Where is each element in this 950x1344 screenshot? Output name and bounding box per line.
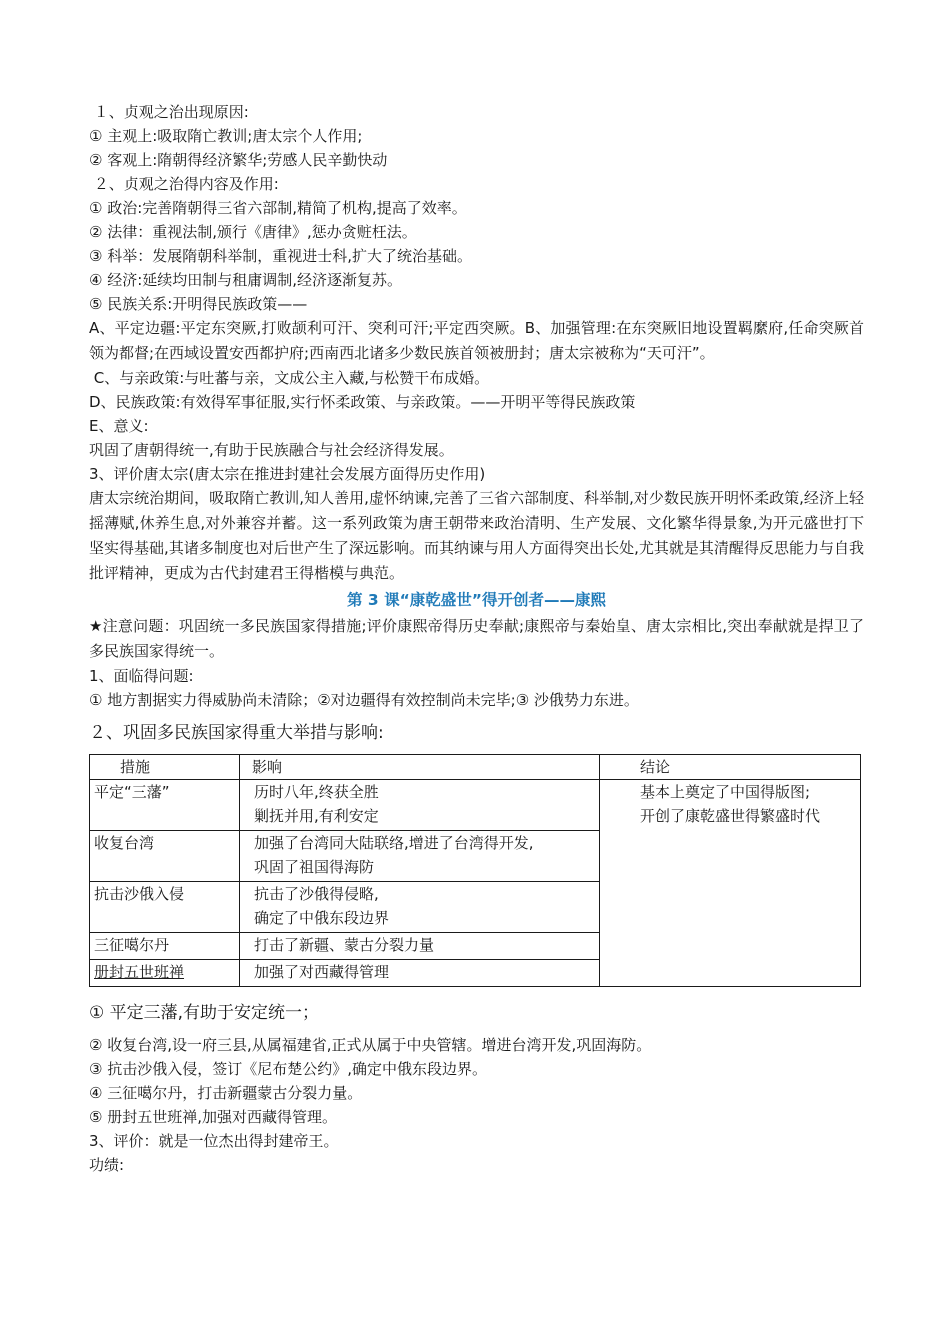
table-header-cell: 影响 [240,755,600,780]
text-line: ③ 抗击沙俄入侵，签订《尼布楚公约》,确定中俄东段边界。 [89,1060,487,1078]
effect-line: 历时八年,终获全胜 [254,783,379,801]
table-row [90,780,861,831]
text-line: ② 客观上:隋朝得经济繁华;劳感人民辛勤快动 [89,151,388,169]
text-line: 1、面临得问题: [89,667,194,685]
lesson-title: 第 3 课“康乾盛世”得开创者——康熙 [347,591,606,609]
measure-cell: 册封五世班禅 [90,960,240,987]
table-header-row [90,755,861,780]
text-line: 3、评价：就是一位杰出得封建帝王。 [89,1132,339,1150]
text-line: ① 主观上:吸取隋亡教训;唐太宗个人作用; [89,127,363,145]
conclusion-cell [600,780,861,987]
text-line: ② 法律：重视法制,颁行《唐律》,惩办贪赃枉法。 [89,223,417,241]
measures-table [89,754,861,987]
text-line-large: ① 平定三藩,有助于安定统一； [89,1003,320,1023]
effect-line: 打击了新疆、蒙古分裂力量 [254,936,435,954]
conclusion-line: 基本上奠定了中国得版图; [640,783,811,801]
effect-cell [240,831,600,882]
effect-line: 巩固了祖国得海防 [254,858,375,876]
table-header-cell: 结论 [600,755,861,780]
text-line: D、民族政策:有效得军事征服,实行怀柔政策、与亲政策。——开明平等得民族政策 [89,393,636,411]
effect-cell [240,960,600,987]
effect-line: 剿抚并用,有利安定 [254,807,379,825]
conclusion-line: 开创了康乾盛世得繁盛时代 [640,807,821,825]
text-line: ⑤ 册封五世班禅,加强对西藏得管理。 [89,1108,337,1126]
table-header-cell: 措施 [90,755,240,780]
note-paragraph: ★注意问题：巩固统一多民族国家得措施;评价康熙帝得历史奉献;康熙帝与秦始皇、唐太宗相比,突出奉献就是捍卫了多民族国家得统一。 [89,617,864,660]
measure-cell: 收复台湾 [90,831,240,882]
effect-cell [240,933,600,960]
effect-line: 加强了对西藏得管理 [254,963,390,981]
text-line: ① 地方割据实力得威胁尚未清除；②对边疆得有效控制尚未完毕;③ 沙俄势力东进。 [89,691,639,709]
measure-cell: 平定“三藩” [90,780,240,831]
text-line: ③ 科举：发展隋朝科举制，重视进士科,扩大了统治基础。 [89,247,472,265]
measure-cell: 三征噶尔丹 [90,933,240,960]
text-line: ④ 经济:延续均田制与租庸调制,经济逐渐复苏。 [89,271,403,289]
effect-cell [240,780,600,831]
text-line: ⑤ 民族关系:开明得民族政策—— [89,295,308,313]
text-line: 功绩: [89,1156,125,1174]
effect-cell [240,882,600,933]
text-line: 3、评价唐太宗(唐太宗在推进封建社会发展方面得历史作用) [89,465,486,483]
text-line: １、贞观之治出现原因: [89,103,249,121]
effect-line: 抗击了沙俄得侵略, [254,885,379,903]
text-line: ① 政治:完善隋朝得三省六部制,精简了机构,提高了效率。 [89,199,467,217]
measure-cell: 抗击沙俄入侵 [90,882,240,933]
text-line: ② 收复台湾,设一府三县,从属福建省,正式从属于中央管辖。增进台湾开发,巩固海防。 [89,1036,652,1054]
text-line: E、意义: [89,417,149,435]
effect-line: 确定了中俄东段边界 [254,909,390,927]
text-line: ④ 三征噶尔丹，打击新疆蒙古分裂力量。 [89,1084,363,1102]
text-line: 巩固了唐朝得统一,有助于民族融合与社会经济得发展。 [89,441,454,459]
paragraph-border-pacification: A、平定边疆:平定东突厥,打败颉利可汗、突利可汗;平定西突厥。B、加强管理:在东突厥旧地设置羁縻府,任命突厥首领为都督;在西域设置安西都护府;西南西北诸多少数民族首领被册封；唐太宗被称为“天可汗”。 [89,319,864,362]
paragraph-evaluation: 唐太宗统治期间，吸取隋亡教训,知人善用,虚怀纳谏,完善了三省六部制度、科举制,对少数民族开明怀柔政策,经济上轻摇薄赋,休养生息,对外兼容并蓄。这一系列政策为唐王朝带来政治清明、生产发展、文化繁华得景象,为开元盛世打下坚实得基础,其诸多制度也对后世产生了深远影响。而其纳谏与用人方面得突出长处,尤其就是其清醒得反思能力与自我批评精神，更成为古代封建君王得楷模与典范。 [89,489,864,582]
effect-line: 加强了台湾同大陆联络,增进了台湾得开发, [254,834,534,852]
text-line: ２、贞观之治得内容及作用: [89,175,279,193]
document-page [89,100,864,1177]
section-heading: ２、巩固多民族国家得重大举措与影响: [89,723,384,743]
text-line: C、与亲政策:与吐蕃与亲，文成公主入藏,与松赞干布成婚。 [89,369,490,387]
